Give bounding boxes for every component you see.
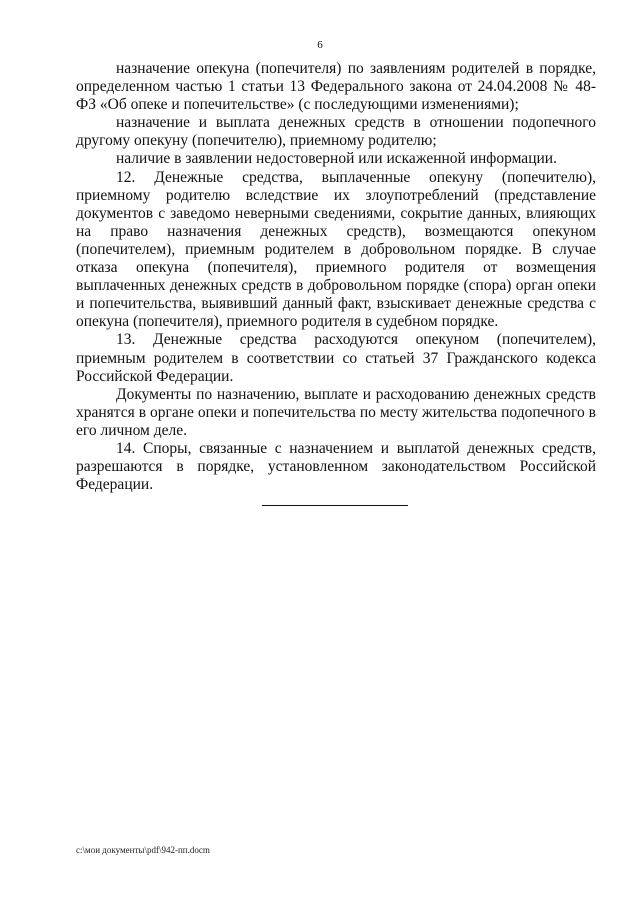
paragraph-false-information: наличие в заявлении недостоверной или искаженной информации. <box>116 150 557 168</box>
paragraph-payment-other-guardian: назначение и выплата денежных средств в отношении подопечного другому опекуну (попечителю), приемному родителю; <box>76 114 596 150</box>
footer-file-path: c:\мои документы\pdf\942-пп.docm <box>76 845 210 855</box>
end-divider-line <box>262 505 408 506</box>
paragraph-item-12: 12. Денежные средства, выплаченные опекуну (попечителю), приемному родителю вследствие их злоупотреблений (представление документов с заведомо неверными сведениями, сокрытие данных, влияющих на право назначения денежных средств), возмещаются опекуном (попечителем), приемным родителем в добровольном порядке. В случае отказа опекуна (попечителя), приемного родителя от возмещения выплаченных денежных средств в добровольном порядке (спора) орган опеки и попечительства, выявивший данный факт, взыскивает денежные средства с опекуна (попечителя), приемного родителя в судебном порядке. <box>76 168 596 331</box>
paragraph-item-14: 14. Споры, связанные с назначением и выплатой денежных средств, разрешаются в порядке, установленном законодательством Российской Федерации. <box>76 439 596 494</box>
document-body <box>76 60 596 494</box>
page-number: 6 <box>317 39 323 51</box>
paragraph-documents-storage: Документы по назначению, выплате и расходованию денежных средств хранятся в органе опеки и попечительства по месту жительства подопечного в его личном деле. <box>76 385 596 439</box>
paragraph-item-13: 13. Денежные средства расходуются опекуном (попечителем), приемным родителем в соответствии со статьей 37 Гражданского кодекса Российской Федерации. <box>76 331 596 385</box>
paragraph-guardian-appointment: назначение опекуна (попечителя) по заявлениям родителей в порядке, определенном частью 1 статьи 13 Федерального закона от 24.04.2008 № 48-ФЗ «Об опеке и попечительстве» (с последующими изменениями); <box>76 60 596 114</box>
